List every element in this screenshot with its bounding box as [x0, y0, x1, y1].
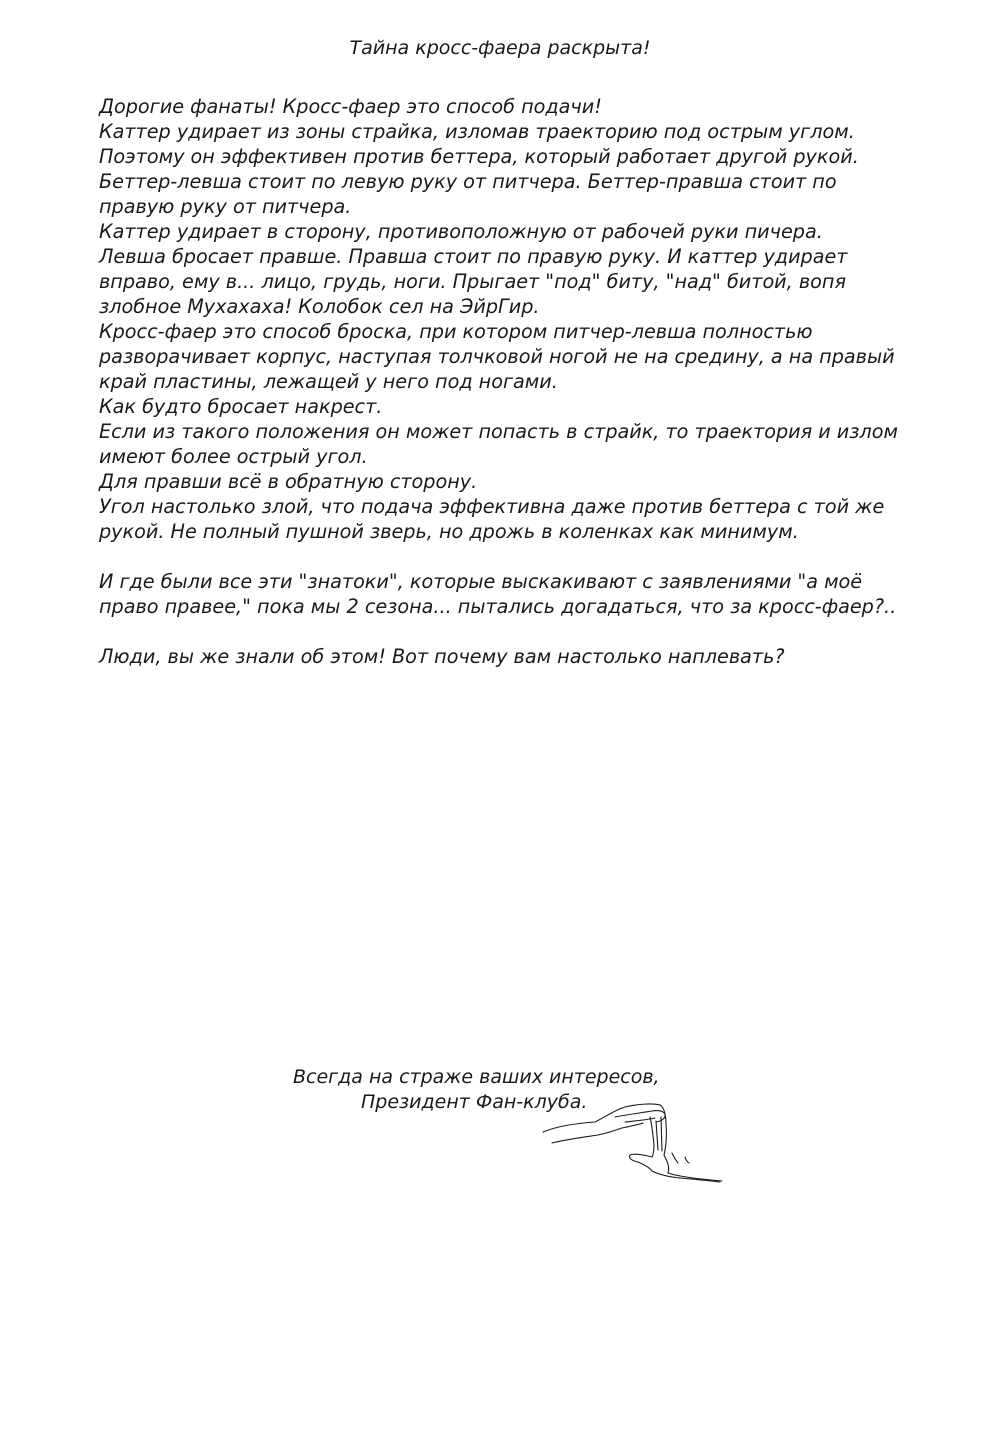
body-line: Поэтому он эффективен против беттера, который работает другой рукой.: [99, 145, 859, 168]
body-line: Как будто бросает накрест.: [99, 395, 383, 418]
body-line: Люди, вы же знали об этом! Вот почему вам настолько наплевать?: [99, 645, 785, 668]
document-title: Тайна кросс-фаера раскрыта!: [349, 37, 651, 59]
body-line: Для правши всё в обратную сторону.: [99, 470, 478, 493]
body-line: вправо, ему в... лицо, грудь, ноги. Прыгает "под" биту, "над" битой, вопя: [99, 270, 846, 293]
signoff-line: Всегда на страже ваших интересов,: [293, 1066, 660, 1088]
body-line: Каттер удирает в сторону, противоположную от рабочей руки пичера.: [99, 220, 823, 243]
body-line: правую руку от питчера.: [99, 195, 352, 218]
body-line: Беттер-левша стоит по левую руку от питчера. Беттер-правша стоит по: [99, 170, 837, 193]
body-line: право правее," пока мы 2 сезона... пытались догадаться, что за кросс-фаер?..: [99, 595, 897, 618]
body-line: Если из такого положения он может попасть в страйк, то траектория и излом: [99, 420, 898, 443]
body-line: Угол настолько злой, что подача эффективна даже против беттера с той же: [99, 495, 885, 518]
signature-title: Президент Фан-клуба.: [361, 1091, 588, 1113]
body-line: Кросс-фаер это способ броска, при котором питчер-левша полностью: [99, 320, 813, 343]
hands-signature-icon: [540, 1095, 730, 1190]
blank-line: [99, 544, 914, 569]
body-line: злобное Мухахаха! Колобок сел на ЭйрГир.: [99, 295, 540, 318]
body-line: Левша бросает правше. Правша стоит по правую руку. И каттер удирает: [99, 245, 848, 268]
body-line: имеют более острый угол.: [99, 445, 368, 468]
blank-line: [99, 619, 914, 644]
body-line: разворачивает корпус, наступая толчковой ногой не на средину, а на правый: [99, 345, 895, 368]
letter-body: [99, 94, 914, 669]
body-line: рукой. Не полный пушной зверь, но дрожь в коленках как минимум.: [99, 520, 799, 543]
body-line: край пластины, лежащей у него под ногами.: [99, 370, 558, 393]
body-line: И где были все эти "знатоки", которые выскакивают с заявлениями "а моё: [99, 570, 863, 593]
body-line: Каттер удирает из зоны страйка, изломав траекторию под острым углом.: [99, 120, 855, 143]
body-line: Дорогие фанаты! Кросс-фаер это способ подачи!: [99, 95, 602, 118]
